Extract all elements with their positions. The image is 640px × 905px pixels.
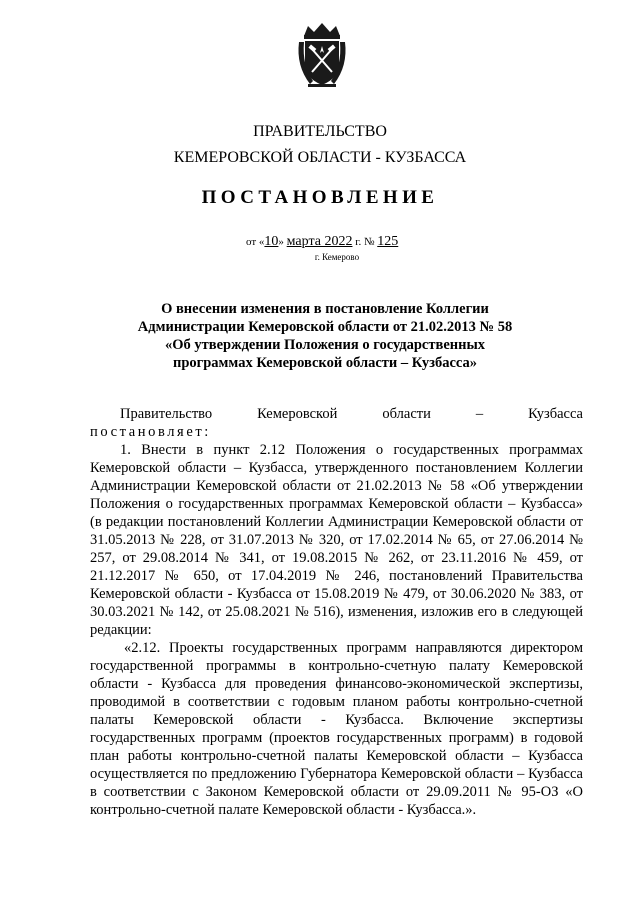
government-name-line2: КЕМЕРОВСКОЙ ОБЛАСТИ - КУЗБАССА bbox=[173, 149, 467, 166]
decree-subject bbox=[110, 300, 540, 372]
opening-word: – bbox=[475, 406, 484, 422]
paragraph-item-1: 1. Внести в пункт 2.12 Положения о государственных программах Кемеровской области – Кузбасса, утвержденного постановлением Коллегии Администрации Кемеровской области от 21.02.2013 № 58 «Об утверждении Положения о государственных программах Кемеровской области – Кузбасса» (в редакции постановлений Коллегии Администрации Кемеровской области от 31.05.2013 № 228, от 31.07.2013 № 320, от 17.02.2014 № 65, от 27.06.2014 № 257, от 29.08.2014 № 341, от 19.08.2015 № 262, от 23.11.2016 № 459, от 21.12.2017 № 650, от 17.04.2019 № 246, постановлений Правительства Кемеровской области - Кузбасса от 15.08.2019 № 479, от 30.06.2020 № 383, от 30.03.2021 № 142, от 25.08.2021 № 516), изменения, изложив его в следующей редакции: bbox=[90, 442, 583, 638]
subject-line: программах Кемеровской области – Кузбасса» bbox=[172, 355, 478, 371]
date-year-suffix: г. № bbox=[352, 236, 375, 248]
subject-line: «Об утверждении Положения о государственных bbox=[164, 337, 486, 353]
date-month-year: марта 2022 bbox=[286, 234, 353, 249]
date-prefix: от « bbox=[246, 236, 265, 248]
opening-word: Правительство bbox=[120, 406, 213, 422]
decree-number: 125 bbox=[377, 234, 399, 249]
opening-word: Кузбасса bbox=[528, 406, 583, 422]
date-day: 10 bbox=[264, 234, 279, 249]
opening-word: области bbox=[382, 406, 431, 422]
opening-line bbox=[90, 405, 583, 423]
city-name: г. Кемерово bbox=[314, 252, 360, 262]
paragraph-item-1-quote: «2.12. Проекты государственных программ направляются директором государственной программы в контрольно-счетную палату Кемеровской области - Кузбасса для проведения финансово-экономической экспертизы, проводимой в соответствии с годовым планом работы контрольно-счетной палаты Кемеровской области - Кузбасса. Включение экспертизы государственных программ (проектов государственных программ) в годовой план работы контрольно-счетной палаты Кемеровской области – Кузбасса осуществляется по предложению Губернатора Кемеровской области – Кузбасса в соответствии с Законом Кемеровской области от 29.09.2011 № 95-ОЗ «О контрольно-счетной палате Кемеровской области - Кузбасса.». bbox=[90, 640, 583, 818]
decree-body bbox=[90, 405, 583, 819]
coat-of-arms-icon bbox=[296, 22, 348, 90]
decree-date-line bbox=[246, 234, 398, 250]
subject-line: О внесении изменения в постановление Коллегии bbox=[161, 301, 489, 317]
opening-word: Кемеровской bbox=[257, 406, 338, 422]
government-name-line1: ПРАВИТЕЛЬСТВО bbox=[253, 123, 387, 140]
resolves-word: постановляет: bbox=[90, 424, 211, 440]
date-mid: » bbox=[278, 236, 287, 248]
decree-title: ПОСТАНОВЛЕНИЕ bbox=[201, 187, 439, 208]
subject-line: Администрации Кемеровской области от 21.02.2013 № 58 bbox=[137, 319, 513, 335]
